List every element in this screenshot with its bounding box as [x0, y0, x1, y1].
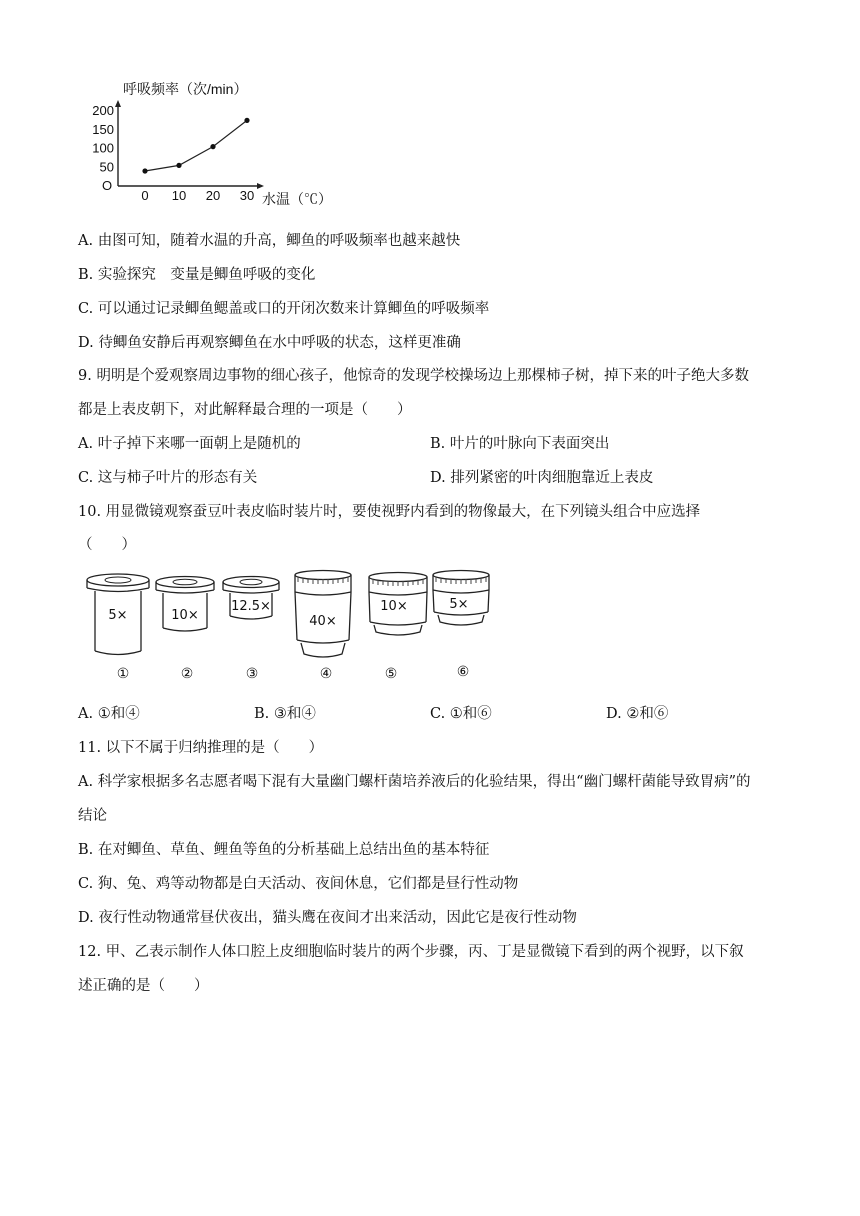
chart-ylabel: 呼吸频率（次/min）	[123, 81, 248, 97]
q10-option-c: C. ①和⑥	[430, 706, 492, 722]
q10-option-b: B. ③和④	[254, 706, 316, 722]
series-line	[145, 120, 247, 171]
q8-option-b: B. 实验探究 变量是鲫鱼呼吸的变化	[78, 267, 316, 283]
x-tick-label: 0	[141, 188, 149, 203]
x-tick-label: 20	[205, 188, 221, 203]
y-tick-label: 50	[99, 159, 114, 175]
lens-illustration	[86, 568, 506, 690]
eyepiece-lens-1	[87, 574, 149, 682]
y-tick-label: 100	[92, 140, 114, 156]
x-tick-label: 30	[239, 188, 255, 203]
origin-label: O	[102, 178, 113, 193]
lens-3-num: ③	[245, 666, 259, 682]
q9-option-d: D. 排列紧密的叶肉细胞靠近上表皮	[430, 470, 654, 486]
objective-lens-4	[295, 571, 351, 683]
lens-2-mag: 10×	[171, 608, 199, 623]
chart-xlabel: 水温（℃）	[262, 191, 332, 207]
data-point	[210, 144, 215, 149]
data-point	[244, 118, 249, 123]
q9-stem-line-1: 9. 明明是个爱观察周边事物的细心孩子，他惊奇的发现学校操场边上那棵柿子树，掉下来的叶子绝大多数	[78, 368, 749, 384]
data-point	[142, 168, 147, 173]
q8-option-c: C. 可以通过记录鲫鱼鳃盖或口的开闭次数来计算鲫鱼的呼吸频率	[78, 301, 490, 317]
objective-lens-6	[433, 571, 489, 681]
lens-1-num: ①	[116, 666, 130, 682]
q11-option-a-line-1: A. 科学家根据多名志愿者喝下混有大量幽门螺杆菌培养液后的化验结果，得出“幽门螺杆菌能导致胃病”的	[78, 774, 751, 790]
q11-option-b: B. 在对鲫鱼、草鱼、鲤鱼等鱼的分析基础上总结出鱼的基本特征	[78, 842, 490, 858]
q10-option-a: A. ①和④	[78, 706, 140, 722]
q12-stem-line-1: 12. 甲、乙表示制作人体口腔上皮细胞临时装片的两个步骤，丙、丁是显微镜下看到的两个视野，以下叙	[78, 944, 744, 960]
y-tick-label: 150	[92, 121, 114, 137]
eyepiece-lens-3	[223, 577, 279, 683]
q9-stem-line-2: 都是上表皮朝下，对此解释最合理的一项是（ ）	[78, 402, 412, 418]
lens-3-mag: 12.5×	[231, 599, 271, 614]
q12-stem-line-2: 述正确的是（ ）	[78, 978, 209, 994]
q10-option-d: D. ②和⑥	[606, 706, 669, 722]
data-point	[176, 163, 181, 168]
q11-option-a-line-2: 结论	[78, 808, 107, 824]
x-axis-arrow	[257, 183, 264, 189]
q10-stem-line-2: （ ）	[78, 537, 136, 553]
q9-option-a: A. 叶子掉下来哪一面朝上是随机的	[78, 436, 301, 452]
lens-6-num: ⑥	[456, 664, 470, 680]
eyepiece-lens-2	[156, 577, 214, 683]
lens-5-num: ⑤	[384, 666, 398, 682]
lens-5-mag: 10×	[380, 599, 408, 614]
q11-option-c: C. 狗、兔、鸡等动物都是白天活动、夜间休息，它们都是昼行性动物	[78, 876, 519, 892]
lens-4-mag: 40×	[309, 614, 337, 629]
x-tick-label: 10	[171, 188, 187, 203]
q10-stem-line-1: 10. 用显微镜观察蚕豆叶表皮临时装片时，要使视野内看到的物像最大，在下列镜头组合中应选择	[78, 504, 701, 520]
y-axis-arrow	[115, 100, 121, 107]
q8-option-a: A. 由图可知，随着水温的升高，鲫鱼的呼吸频率也越来越快	[78, 233, 461, 249]
q8-option-d: D. 待鲫鱼安静后再观察鲫鱼在水中呼吸的状态，这样更准确	[78, 335, 461, 351]
q9-option-c: C. 这与柿子叶片的形态有关	[78, 470, 258, 486]
q9-option-b: B. 叶片的叶脉向下表面突出	[430, 436, 610, 452]
lens-1-mag: 5×	[108, 608, 128, 623]
objective-lens-5	[369, 573, 427, 683]
y-tick-label: 200	[92, 103, 114, 118]
q11-stem: 11. 以下不属于归纳推理的是（ ）	[78, 740, 324, 756]
q11-option-d: D. 夜行性动物通常昼伏夜出，猫头鹰在夜间才出来活动，因此它是夜行性动物	[78, 910, 577, 926]
lens-4-num: ④	[319, 666, 333, 682]
lens-6-mag: 5×	[449, 597, 469, 612]
lens-2-num: ②	[180, 666, 194, 682]
respiration-rate-chart	[90, 76, 350, 212]
